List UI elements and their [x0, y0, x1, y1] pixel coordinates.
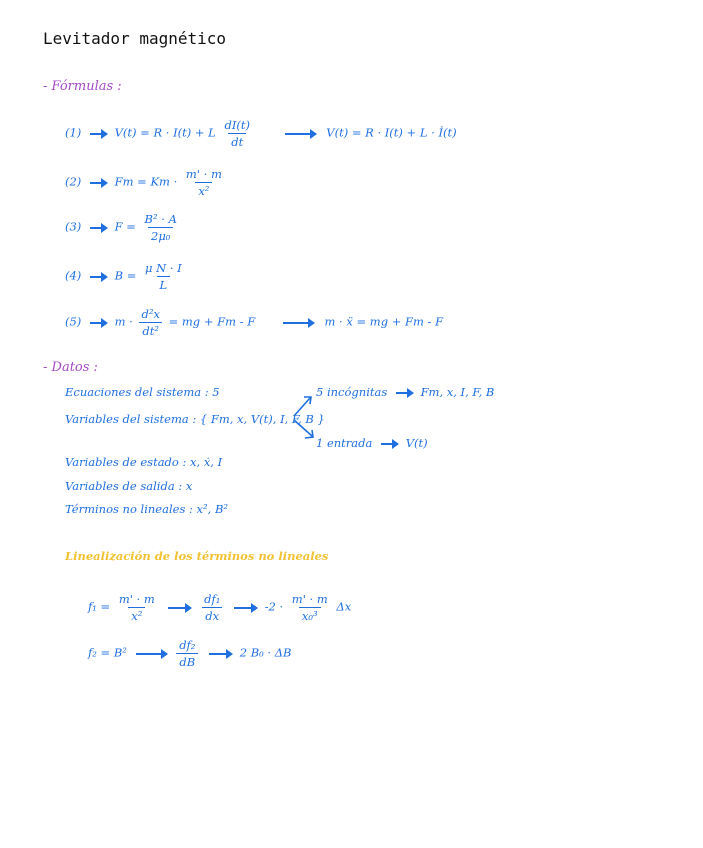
entrada-label: 1 entrada — [316, 436, 373, 450]
lin-1-den: x² — [128, 607, 145, 623]
arrow-icon — [285, 133, 315, 135]
salida-text: Variables de salida : x — [65, 479, 193, 493]
formula-2-lhs: Fm = Km · — [114, 174, 178, 189]
branch-arrows-icon — [290, 392, 316, 442]
lin-1-label: f₁ = — [88, 599, 111, 614]
formula-5-result: m · ẍ = mg + Fm - F — [324, 314, 444, 329]
datos-heading: - Datos : — [43, 360, 98, 375]
arrow-icon — [136, 653, 166, 655]
arrow-icon — [90, 133, 106, 135]
page-title: Levitador magnético — [43, 29, 227, 48]
ecuaciones-text: Ecuaciones del sistema : 5 — [65, 385, 220, 399]
formula-1-result: V(t) = R · I(t) + L · İ(t) — [326, 125, 457, 140]
formula-1-label: (1) — [65, 125, 82, 140]
formula-4-fraction — [142, 261, 185, 292]
lin-1-num: m' · m — [118, 592, 155, 606]
arrow-icon — [381, 443, 397, 445]
arrow-icon — [234, 607, 256, 609]
lin-1-rnum: m' · m — [291, 592, 328, 606]
linearization-2 — [88, 638, 292, 669]
variables-text: Variables del sistema : { Fm, x, V(t), I, F, B } — [65, 412, 325, 426]
formula-3-den: 2μ₀ — [148, 227, 173, 243]
lin-2-derivative — [176, 638, 198, 669]
formula-5-fraction — [138, 307, 162, 338]
formula-4-lhs: B = — [114, 268, 137, 283]
arrow-icon — [396, 392, 412, 394]
formula-3-lhs: F = — [114, 219, 136, 234]
formula-5-label: (5) — [65, 314, 82, 329]
formula-3 — [65, 212, 182, 243]
lin-2-dnum: df₂ — [179, 638, 196, 652]
formula-5 — [65, 307, 443, 338]
estado-text: Variables de estado : x, ẋ, I — [65, 455, 223, 469]
formula-2-fraction — [183, 167, 225, 198]
lin-1-dden: dx — [202, 607, 222, 623]
formula-5-lhs: m · — [114, 314, 133, 329]
lin-1-derivative — [201, 592, 223, 623]
lin-1-result-fraction — [289, 592, 331, 623]
entrada-line — [316, 436, 428, 450]
lin-1-result-pre: -2 · — [264, 599, 284, 614]
arrow-icon — [90, 322, 106, 324]
formulas-heading: - Fórmulas : — [43, 79, 122, 94]
lin-1-dnum: df₁ — [204, 592, 221, 606]
formula-1-num: dI(t) — [224, 118, 250, 132]
lin-2-result: 2 B₀ · ΔB — [239, 645, 292, 660]
formula-4-num: μ N · I — [145, 261, 182, 275]
formula-1-fraction — [221, 118, 253, 149]
formula-5-rhs: = mg + Fm - F — [168, 314, 256, 329]
formula-4-den: L — [157, 276, 171, 292]
formula-1-lhs: V(t) = R · I(t) + L — [114, 125, 216, 140]
lin-1-rden: x₀³ — [299, 607, 321, 623]
arrow-icon — [283, 322, 313, 324]
formula-3-fraction — [142, 212, 180, 243]
incognitas-line — [316, 385, 494, 399]
incognitas-label: 5 incógnitas — [316, 385, 388, 399]
linealizacion-heading: Linealización de los términos no lineales — [65, 549, 329, 563]
arrow-icon — [168, 607, 190, 609]
formula-1-den: dt — [228, 133, 246, 149]
incognitas-list: Fm, x, I, F, B — [420, 385, 495, 399]
formula-5-num: d²x — [141, 307, 160, 321]
formula-2-num: m' · m — [185, 167, 222, 181]
formula-2 — [65, 167, 227, 198]
lin-1-fraction — [116, 592, 158, 623]
lin-2-dden: dB — [176, 653, 198, 669]
arrow-icon — [90, 227, 106, 229]
formula-3-label: (3) — [65, 219, 82, 234]
arrow-icon — [90, 182, 106, 184]
lin-2-label: f₂ = B² — [88, 645, 127, 660]
no-lineales-text: Términos no lineales : x², B² — [65, 502, 228, 516]
formula-5-den: dt² — [139, 322, 162, 338]
entrada-value: V(t) — [405, 436, 428, 450]
formula-2-den: x² — [195, 182, 212, 198]
lin-1-result-post: Δx — [336, 599, 352, 614]
linearization-1 — [88, 592, 351, 623]
arrow-icon — [90, 276, 106, 278]
formula-3-num: B² · A — [144, 212, 177, 226]
arrow-icon — [209, 653, 231, 655]
formula-1 — [65, 118, 457, 149]
formula-4 — [65, 261, 187, 292]
formula-2-label: (2) — [65, 174, 82, 189]
formula-4-label: (4) — [65, 268, 82, 283]
